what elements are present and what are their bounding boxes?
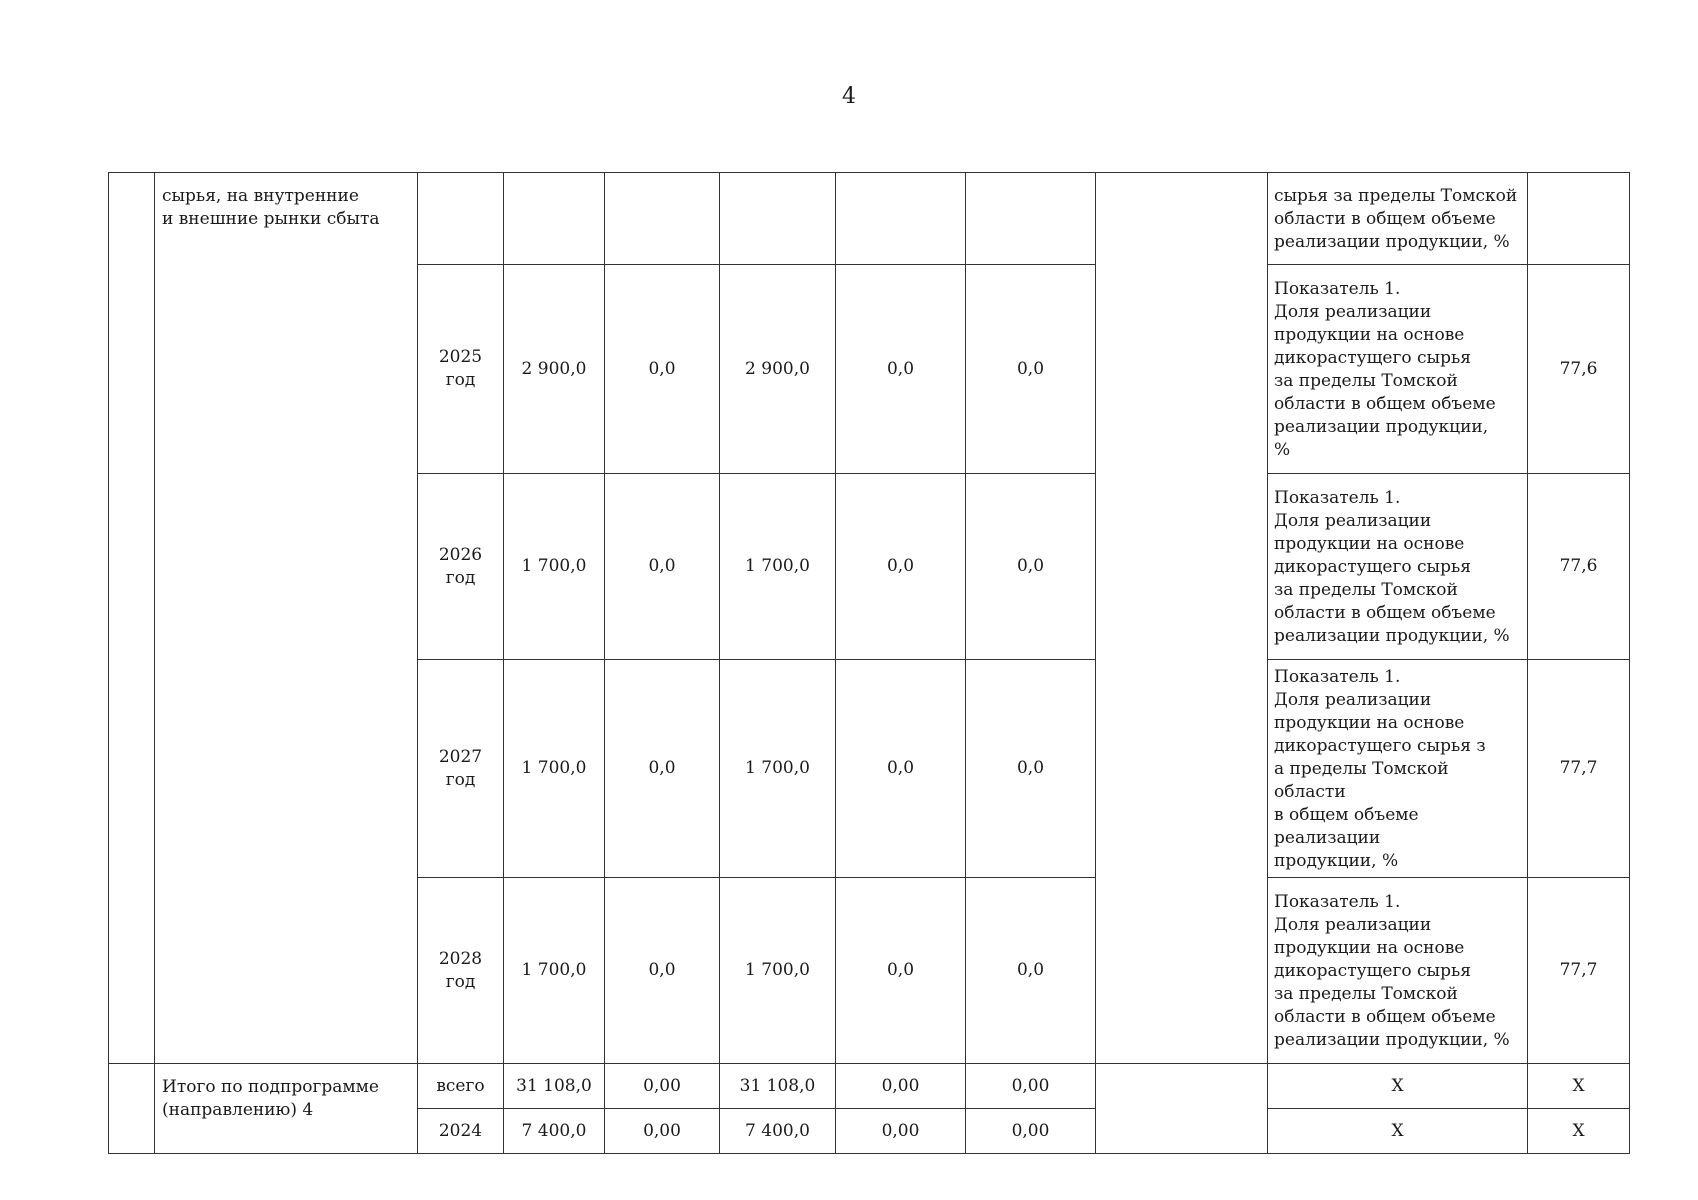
subprogram-finance-table (108, 172, 1630, 1154)
cell-indicator: сырья за пределы Томской области в общем объеме реализации продукции, % (1268, 173, 1528, 265)
cell-regional (720, 173, 836, 265)
cell-extra: 0,0 (966, 878, 1096, 1064)
cell-total-label: Итого по подпрограмме (направлению) 4 (155, 1064, 418, 1154)
cell-indicator: Показатель 1. Доля реализации продукции на основе дикорастущего сырья з а пределы Томской области в общем объеме реализации продукции, % (1268, 660, 1528, 878)
cell-value: 77,7 (1528, 878, 1630, 1064)
cell-local: 0,0 (836, 265, 966, 474)
cell-number (109, 1064, 155, 1154)
cell-regional: 2 900,0 (720, 265, 836, 474)
cell-local: 0,0 (836, 878, 966, 1064)
cell-federal (605, 173, 720, 265)
cell-total: 1 700,0 (504, 660, 605, 878)
cell-event-name: сырья, на внутренние и внешние рынки сбыта (155, 173, 418, 1064)
table-row-total (109, 1064, 1630, 1109)
cell-extra: 0,00 (966, 1064, 1096, 1109)
cell-extra: 0,0 (966, 265, 1096, 474)
cell-value: 77,7 (1528, 660, 1630, 878)
page-number: 4 (842, 84, 856, 109)
cell-indicator: Показатель 1. Доля реализации продукции на основе дикорастущего сырья за пределы Томской области в общем объеме реализации продукции, % (1268, 878, 1528, 1064)
cell-local: 0,0 (836, 660, 966, 878)
cell-year: всего (418, 1064, 504, 1109)
cell-regional: 1 700,0 (720, 878, 836, 1064)
cell-extra: 0,0 (966, 474, 1096, 660)
cell-federal: 0,00 (605, 1064, 720, 1109)
cell-indicator: Показатель 1. Доля реализации продукции на основе дикорастущего сырья за пределы Томской области в общем объеме реализации продукции, % (1268, 474, 1528, 660)
cell-year: 2025 год (418, 265, 504, 474)
cell-federal: 0,0 (605, 878, 720, 1064)
cell-year: 2026 год (418, 474, 504, 660)
cell-total: 1 700,0 (504, 474, 605, 660)
cell-total: 7 400,0 (504, 1109, 605, 1154)
cell-local: 0,0 (836, 474, 966, 660)
cell-value: 77,6 (1528, 265, 1630, 474)
cell-local (836, 173, 966, 265)
cell-federal: 0,0 (605, 474, 720, 660)
cell-regional: 1 700,0 (720, 660, 836, 878)
cell-year (418, 173, 504, 265)
cell-value: Х (1528, 1109, 1630, 1154)
cell-executor (1096, 1064, 1268, 1154)
cell-indicator: Х (1268, 1064, 1528, 1109)
cell-regional: 31 108,0 (720, 1064, 836, 1109)
cell-indicator: Показатель 1. Доля реализации продукции на основе дикорастущего сырья за пределы Томской области в общем объеме реализации продукции, % (1268, 265, 1528, 474)
cell-executor (1096, 173, 1268, 1064)
cell-year: 2027 год (418, 660, 504, 878)
cell-total: 31 108,0 (504, 1064, 605, 1109)
cell-regional: 7 400,0 (720, 1109, 836, 1154)
cell-year: 2028 год (418, 878, 504, 1064)
cell-total (504, 173, 605, 265)
cell-total: 2 900,0 (504, 265, 605, 474)
cell-extra: 0,00 (966, 1109, 1096, 1154)
cell-value: Х (1528, 1064, 1630, 1109)
cell-local: 0,00 (836, 1064, 966, 1109)
cell-indicator: Х (1268, 1109, 1528, 1154)
cell-value (1528, 173, 1630, 265)
cell-number (109, 173, 155, 1064)
cell-local: 0,00 (836, 1109, 966, 1154)
cell-federal: 0,0 (605, 660, 720, 878)
cell-year: 2024 (418, 1109, 504, 1154)
cell-value: 77,6 (1528, 474, 1630, 660)
cell-extra (966, 173, 1096, 265)
cell-federal: 0,0 (605, 265, 720, 474)
cell-regional: 1 700,0 (720, 474, 836, 660)
cell-total: 1 700,0 (504, 878, 605, 1064)
table-row-continuation (109, 173, 1630, 265)
cell-extra: 0,0 (966, 660, 1096, 878)
cell-federal: 0,00 (605, 1109, 720, 1154)
